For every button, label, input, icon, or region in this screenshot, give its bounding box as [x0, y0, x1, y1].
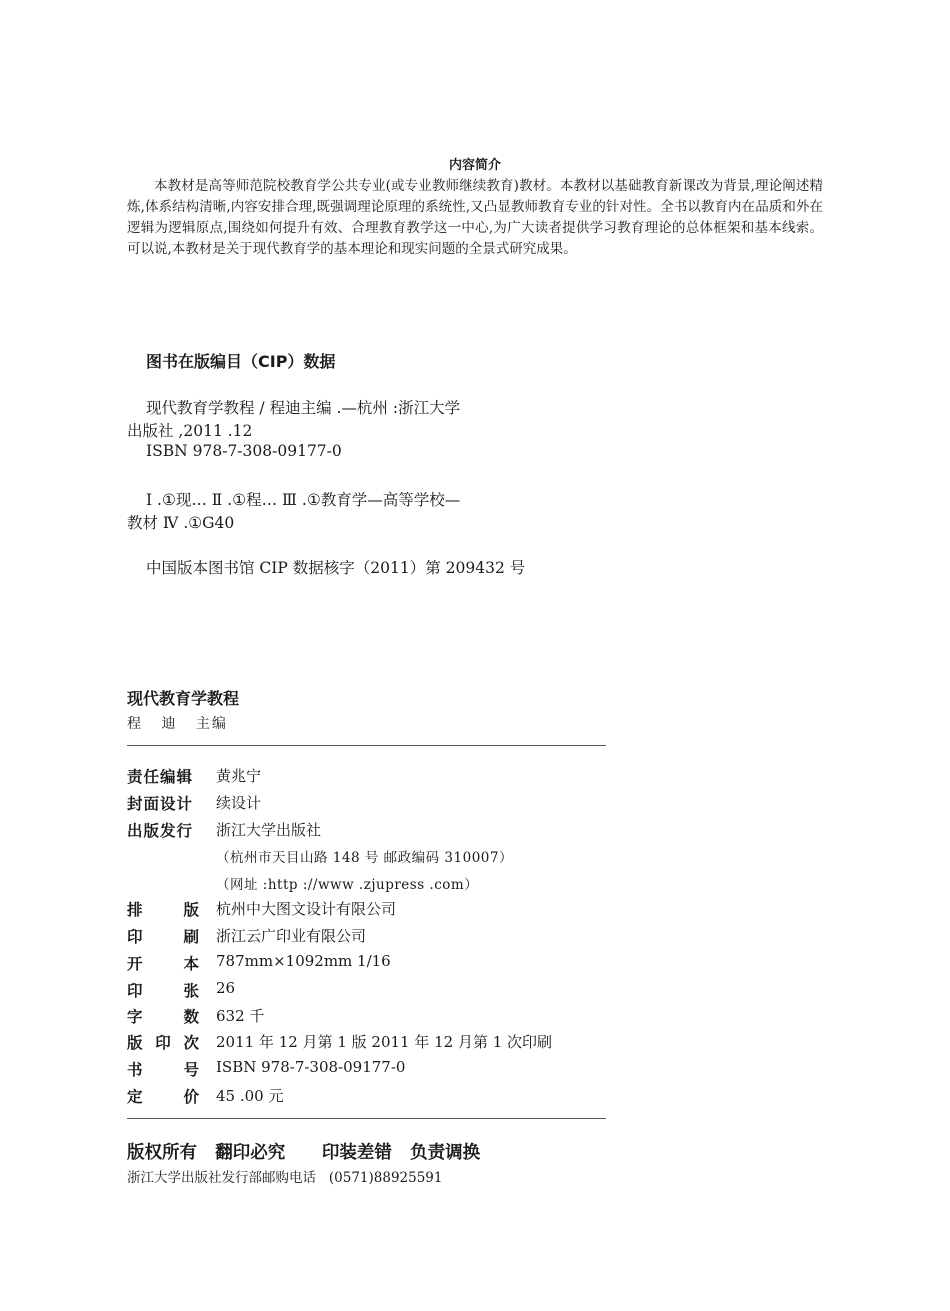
cip-heading: 图书在版编目（CIP）数据 — [146, 352, 336, 371]
order-phone: 浙江大学出版社发行部邮购电话 (0571)88925591 — [127, 1170, 443, 1186]
book-author: 程 迪 主编 — [127, 716, 228, 732]
cip-line: 出版社 ,2011 .12 — [127, 422, 253, 440]
divider — [127, 745, 606, 746]
info-value: 浙江云广印业有限公司 — [216, 927, 367, 945]
summary-title: 内容简介 — [448, 158, 501, 173]
info-label: 字 数 — [127, 1008, 199, 1026]
book-title: 现代教育学教程 — [127, 689, 240, 708]
info-label: 排 版 — [127, 901, 199, 919]
info-label: 印 刷 — [127, 928, 199, 946]
publisher-website: （网址 :http ://www .zjupress .com） — [216, 877, 479, 893]
info-value: 黄兆宁 — [216, 767, 262, 785]
info-value: 632 千 — [216, 1007, 265, 1025]
cip-line: Ⅰ .①现… Ⅱ .①程… Ⅲ .①教育学—高等学校— — [146, 491, 461, 509]
cip-isbn: ISBN 978-7-308-09177-0 — [146, 442, 342, 460]
info-label: 责任编辑 — [127, 768, 194, 786]
rights-notice: 版权所有 翻印必究 印装差错 负责调换 — [127, 1143, 481, 1163]
info-label: 版 印 次 — [127, 1034, 199, 1052]
cip-line: 现代教育学教程 / 程迪主编 .—杭州 :浙江大学 — [146, 399, 461, 417]
info-label: 开 本 — [127, 955, 199, 973]
info-value: 浙江大学出版社 — [216, 821, 322, 839]
info-value: 26 — [216, 979, 236, 997]
cip-number: 中国版本图书馆 CIP 数据核字（2011）第 209432 号 — [146, 559, 526, 577]
info-value: 45 .00 元 — [216, 1087, 284, 1105]
info-label: 出版发行 — [127, 822, 194, 840]
info-value: ISBN 978-7-308-09177-0 — [216, 1058, 406, 1076]
info-label: 书 号 — [127, 1061, 199, 1079]
publisher-address: （杭州市天目山路 148 号 邮政编码 310007） — [216, 850, 513, 866]
info-label: 定 价 — [127, 1088, 199, 1106]
cip-line: 教材 Ⅳ .①G40 — [127, 514, 235, 532]
info-value: 杭州中大图文设计有限公司 — [216, 900, 397, 918]
info-value: 2011 年 12 月第 1 版 2011 年 12 月第 1 次印刷 — [216, 1033, 553, 1051]
divider — [127, 1118, 606, 1119]
info-value: 续设计 — [216, 794, 262, 812]
info-label: 印 张 — [127, 982, 199, 1000]
info-label: 封面设计 — [127, 795, 194, 813]
info-value: 787mm×1092mm 1/16 — [216, 952, 391, 970]
summary-body: 本教材是高等师范院校教育学公共专业(或专业教师继续教育)教材。本教材以基础教育新课改为背景,理论阐述精炼,体系结构清晰,内容安排合理,既强调理论原理的系统性,又凸显教师教育专业的针对性。全书以教育内在品质和外在逻辑为逻辑原点,围绕如何提升有效、合理教育教学这一中心,为广大读者提供学习教育理论的总体框架和基本线索。可以说,本教材是关于现代教育学的基本理论和现实问题的全景式研究成果。 — [127, 178, 823, 257]
